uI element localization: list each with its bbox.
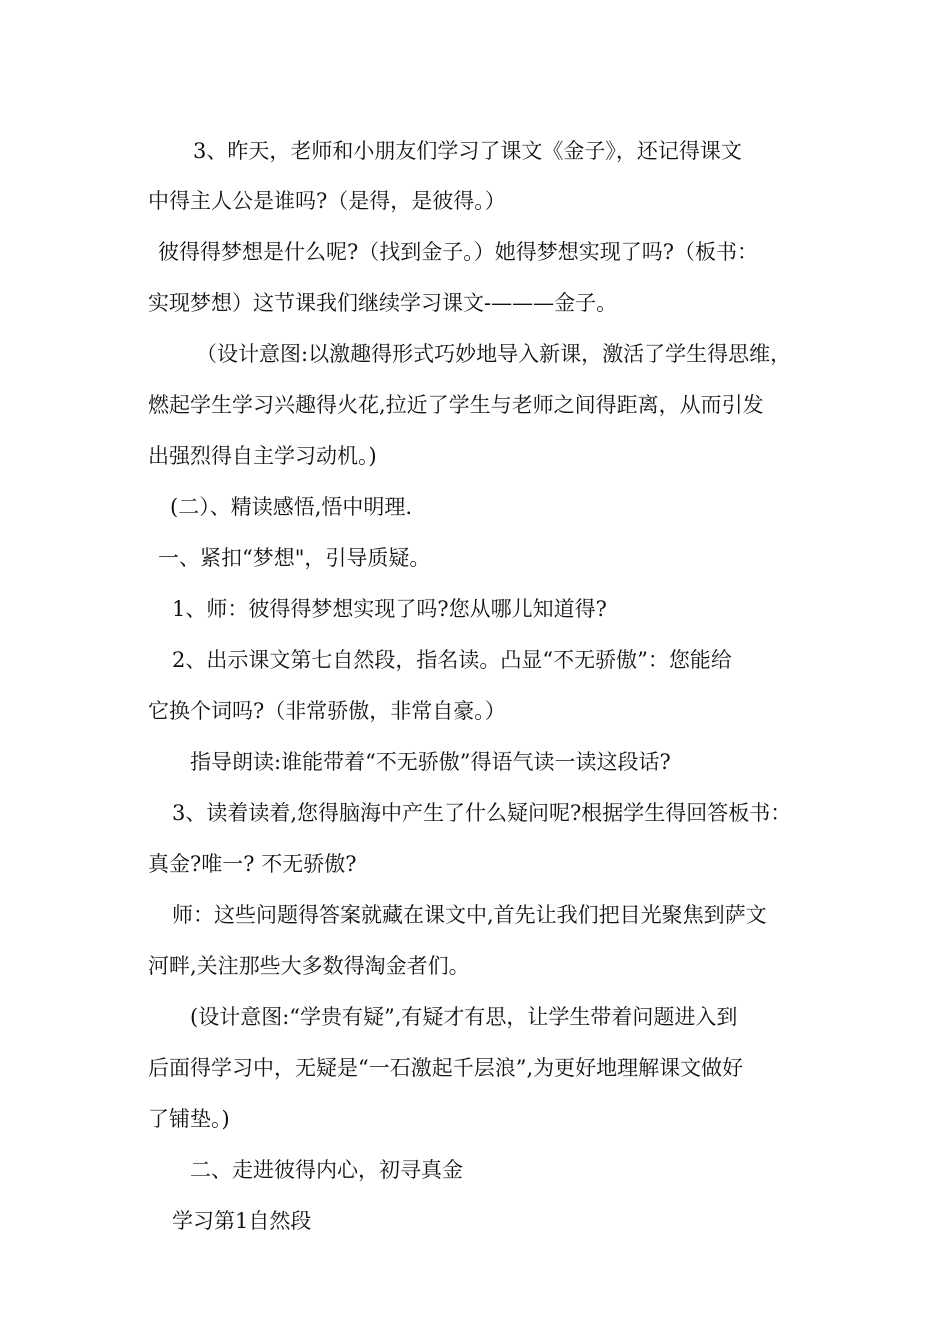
paragraph-line: 彼得得梦想是什么呢?（找到金子。）她得梦想实现了吗?（板书：	[158, 240, 759, 264]
section-heading: (二）、精读感悟,悟中明理.	[170, 495, 413, 519]
paragraph-line: 3、昨天，老师和小朋友们学习了课文《金子》，还记得课文	[193, 139, 742, 163]
paragraph-line: 师：这些问题得答案就藏在课文中,首先让我们把目光聚焦到萨文	[172, 903, 767, 927]
paragraph-line: 实现梦想）这节课我们继续学习课文-———金子。	[148, 291, 618, 315]
paragraph-line: 它换个词吗?（非常骄傲，非常自豪。）	[148, 699, 506, 723]
paragraph-line: 燃起学生学习兴趣得火花,拉近了学生与老师之间得距离，从而引发	[148, 393, 764, 417]
paragraph-line: 中得主人公是谁吗?（是得，是彼得。）	[148, 189, 506, 213]
section-heading: 一、紧扣“梦想"，引导质疑。	[158, 546, 431, 570]
section-heading: 学习第1自然段	[172, 1209, 312, 1233]
paragraph-line: （设计意图:以激趣得形式巧妙地导入新课，激活了学生得思维，	[196, 342, 792, 366]
paragraph-line: 1、师：彼得得梦想实现了吗?您从哪儿知道得?	[172, 597, 607, 621]
paragraph-line: (设计意图:“学贵有疑”,有疑才有思，让学生带着问题进入到	[190, 1005, 738, 1029]
paragraph-line: 河畔,关注那些大多数得淘金者们。	[148, 954, 470, 978]
section-heading: 二、走进彼得内心，初寻真金	[190, 1158, 463, 1182]
paragraph-line: 3、读着读着,您得脑海中产生了什么疑问呢?根据学生得回答板书：	[172, 801, 792, 825]
paragraph-line: 了铺垫。)	[148, 1107, 230, 1131]
paragraph-line: 后面得学习中，无疑是“一石激起千层浪”,为更好地理解课文做好	[148, 1056, 744, 1080]
paragraph-line: 指导朗读:谁能带着“不无骄傲”得语气读一读这段话?	[190, 750, 671, 774]
paragraph-line: 真金?唯一? 不无骄傲?	[148, 852, 357, 876]
paragraph-line: 出强烈得自主学习动机。)	[148, 444, 377, 468]
paragraph-line: 2、出示课文第七自然段，指名读。凸显“不无骄傲”：您能给	[172, 648, 732, 672]
